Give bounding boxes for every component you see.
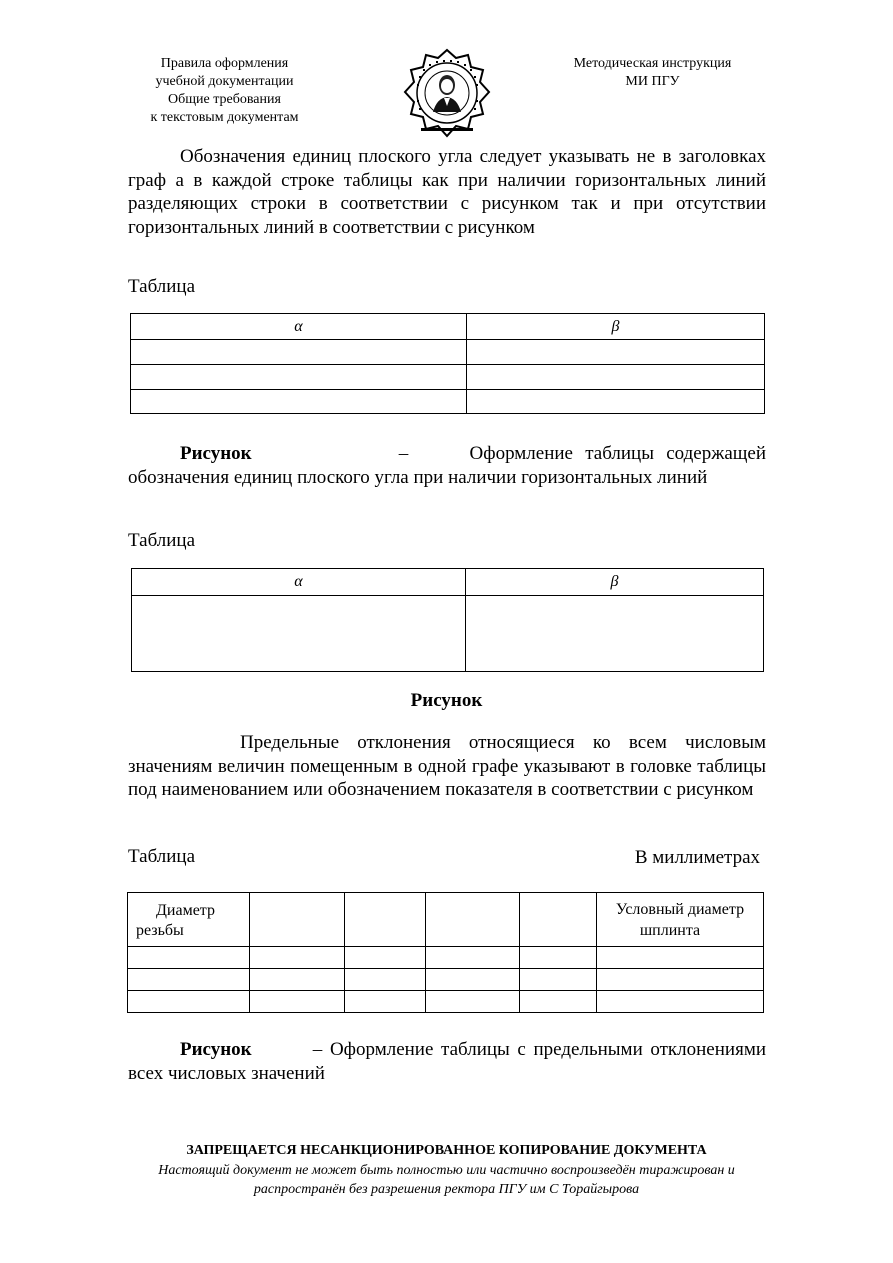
header-text: шплинта — [639, 922, 701, 939]
paragraph-plane-angle-units — [128, 145, 766, 239]
table-cell — [426, 991, 520, 1013]
table-header-thread-diameter — [128, 893, 250, 947]
header-text: Условный диаметр — [615, 901, 745, 918]
caption-text: Оформление таблицы с предельными отклонениями всех числовых значений — [128, 1039, 767, 1084]
header-text: Диаметр — [156, 902, 215, 919]
footer-note-line: распространён без разрешения ректора ПГУ им С Торайгырова — [253, 1182, 640, 1197]
table-cell — [426, 947, 520, 969]
table-cell — [250, 969, 345, 991]
table-cell — [467, 390, 765, 414]
header-right-line: МИ ПГУ — [625, 74, 680, 89]
table-cell — [466, 596, 764, 672]
header-right-line: Методическая инструкция — [573, 56, 732, 71]
table-cell — [467, 340, 765, 365]
table-cell — [128, 947, 250, 969]
header-left-line: к текстовым документам — [150, 110, 299, 125]
table-cell — [597, 991, 764, 1013]
table-header-beta: β — [466, 569, 764, 596]
table-cell — [250, 947, 345, 969]
table-cell — [520, 893, 597, 947]
paragraph-text: Предельные отклонения относящиеся ко всем числовым значениям величин помещенным в одной графе указывают в головке таблицы под наименованием или обозначением показателя в соответствии с рисунком — [128, 732, 766, 800]
table-cell — [131, 340, 467, 365]
table-cell — [520, 969, 597, 991]
caption-dash: – — [398, 443, 409, 464]
table-cell — [128, 991, 250, 1013]
table-without-horizontal-lines — [131, 568, 764, 672]
table-cell — [250, 893, 345, 947]
caption-line — [128, 442, 766, 466]
table-cell — [520, 991, 597, 1013]
table-cell — [597, 947, 764, 969]
header-left-line: Правила оформления — [160, 56, 289, 71]
table-label: Таблица — [128, 530, 196, 551]
footer-copy-warning: ЗАПРЕЩАЕТСЯ НЕСАНКЦИОНИРОВАННОЕ КОПИРОВАНИЕ ДОКУМЕНТА — [186, 1143, 707, 1158]
table-label: Таблица — [128, 276, 196, 297]
caption-text: Оформление таблицы содержащей — [469, 443, 767, 464]
table-cell — [128, 969, 250, 991]
header-left-line: Общие требования — [168, 92, 281, 107]
table-cell — [467, 365, 765, 390]
caption-figure-word: Рисунок — [180, 1039, 252, 1060]
paragraph-limit-deviations — [128, 731, 766, 802]
caption-figure-word: Рисунок — [410, 690, 483, 711]
header-right — [560, 55, 745, 91]
table-cell — [426, 969, 520, 991]
figure-caption-2 — [0, 689, 893, 712]
figure-caption-1 — [128, 442, 766, 489]
table-header-cotter-diameter — [597, 893, 764, 947]
footer-note-line: Настоящий документ не может быть полностью или частично воспроизведён тиражирован и — [158, 1163, 735, 1178]
header-left-line: учебной документации — [155, 74, 294, 89]
table-cell — [345, 991, 426, 1013]
table-header-alpha: α — [131, 314, 467, 340]
table-label: Таблица — [128, 846, 196, 867]
caption-text: обозначения единиц плоского угла при наличии горизонтальных линий — [128, 466, 708, 488]
table-cell — [597, 969, 764, 991]
caption-figure-word: Рисунок — [180, 443, 252, 464]
table-cell — [345, 893, 426, 947]
table-cell — [345, 947, 426, 969]
table-cell — [520, 947, 597, 969]
table-with-horizontal-lines — [130, 313, 765, 414]
table-cell — [131, 390, 467, 414]
table-cell — [426, 893, 520, 947]
caption-dash: – — [312, 1039, 323, 1060]
paragraph-text: Обозначения единиц плоского угла следует указывать не в заголовках граф а в каждой строке таблицы как при наличии горизонтальных линий разделяющих строки в соответствии с рисунком так и при отсутствии горизонтальных линий в соответствии с рисунком — [128, 146, 766, 238]
university-seal-logo — [403, 48, 491, 140]
footer-note — [0, 1161, 893, 1199]
table-header-alpha: α — [132, 569, 466, 596]
table-cell — [132, 596, 466, 672]
table-cell — [131, 365, 467, 390]
header-text: резьбы — [136, 922, 184, 939]
table-cell — [250, 991, 345, 1013]
table-units-label: В миллиметрах — [634, 847, 760, 868]
table-header-beta: β — [467, 314, 765, 340]
header-left — [132, 55, 317, 127]
table-thread-diameter — [127, 892, 764, 1013]
table-cell — [345, 969, 426, 991]
figure-caption-3 — [128, 1038, 766, 1085]
